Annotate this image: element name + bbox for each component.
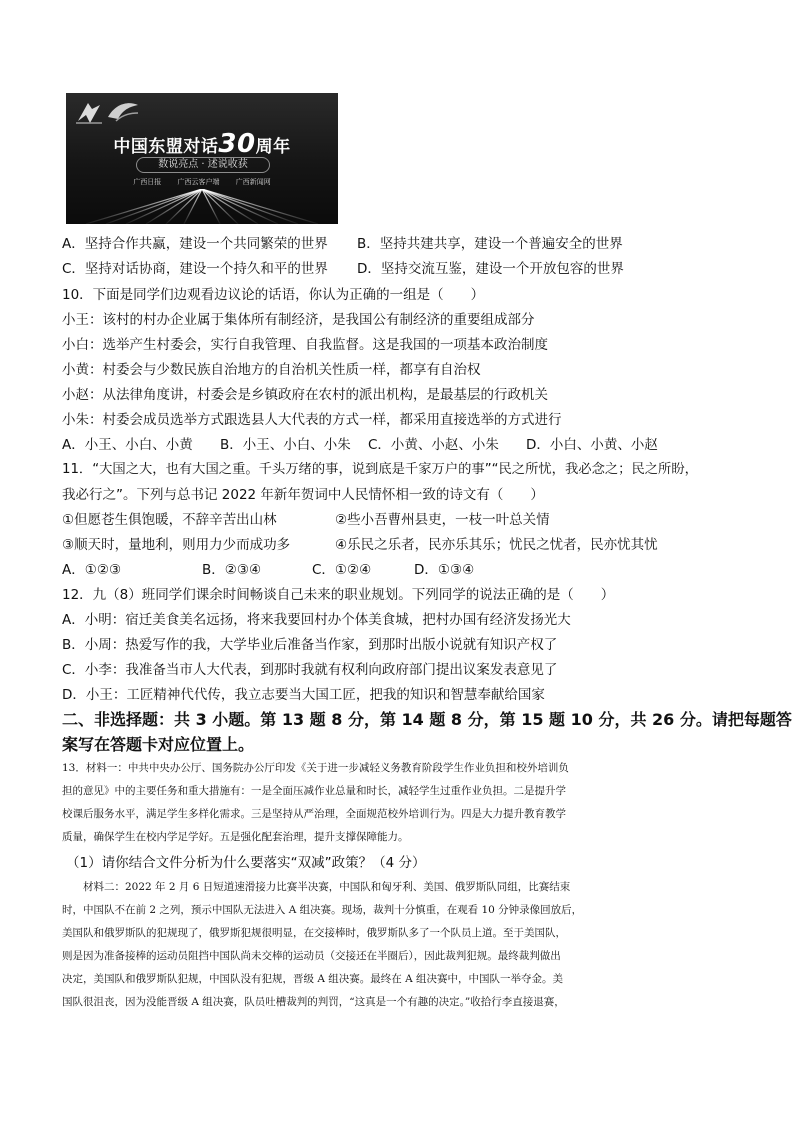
banner-footer-item: 广西新闻网 (235, 178, 271, 186)
asean-anniversary-banner (66, 93, 338, 224)
banner-footer-item: 广西云客户端 (177, 178, 220, 186)
q9-options-row-1 (62, 235, 623, 253)
bird-logo-icon (106, 99, 140, 125)
q13-material-1-line: 担的意见》中的主要任务和重大措施有：一是全面压减作业总量和时长，减轻学生过重作业负担。二是提升学 (62, 785, 566, 797)
swoosh-logo-icon (74, 99, 104, 125)
q12-option-c: C．小李：我准备当市人大代表，到那时我就有权利向政府部门提出议案发表意见了 (62, 662, 558, 678)
q11-option-d: D．①③④ (414, 562, 475, 578)
banner-footer-strip (66, 175, 338, 189)
q11-poem-2: ②些小吾曹州县吏，一枝一叶总关情 (335, 512, 550, 528)
q10-statement: 小白：选举产生村委会，实行自我管理、自我监督。这是我国的一项基本政治制度 (62, 337, 548, 353)
q13-material-2-line: 国队很沮丧，因为没能晋级 A 组决赛，队员吐槽裁判的判罚，“这真是一个有趣的决定。”收拾行李直接退赛， (62, 996, 565, 1008)
q13-material-1-line: 质量，确保学生在校内学足学好。五是强化配套治理，提升支撑保障能力。 (62, 831, 409, 843)
q12-option-d: D．小王：工匠精神代代传，我立志要当大国工匠，把我的知识和智慧奉献给国家 (62, 687, 545, 703)
q9-option-b: B．坚持共建共享，建设一个普遍安全的世界 (357, 236, 623, 252)
banner-footer-item: 广西日报 (133, 178, 162, 186)
q9-option-c: C．坚持对话协商，建设一个持久和平的世界 (62, 261, 328, 277)
q10-stem: 10．下面是同学们边观看边议论的话语，你认为正确的一组是（ ） (62, 287, 485, 303)
q9-option-a: A．坚持合作共赢，建设一个共同繁荣的世界 (62, 236, 328, 252)
q13-material-2-line: 美国队和俄罗斯队的犯规现了，俄罗斯犯规很明显，在交接棒时，俄罗斯队多了一个队员上道。至于美国队， (62, 927, 566, 939)
q11-poems-row-1 (62, 511, 550, 529)
section-2-heading-line-2: 案写在答题卡对应位置上。 (62, 735, 255, 754)
q13-material-1-line: 校课后服务水平，满足学生多样化需求。三是坚持从严治理，全面规范校外培训行为。四是大力提升教育教学 (62, 808, 566, 820)
banner-title-suffix: 周年 (255, 137, 291, 157)
q12-option-b: B．小周：热爱写作的我，大学毕业后准备当作家，到那时出版小说就有知识产权了 (62, 637, 558, 653)
section-2-heading-line-1: 二、非选择题：共 3 小题。第 13 题 8 分，第 14 题 8 分，第 15 题 10 分，共 26 分。请把每题答 (62, 710, 792, 729)
q12-option-a: A．小明：宿迁美食美名远扬，将来我要回村办个体美食城，把村办国有经济发扬光大 (62, 612, 571, 628)
q13-material-2-line: 材料二：2022 年 2 月 6 日短道速滑接力比赛半决赛，中国队和匈牙利、美国、俄罗斯队同组，比赛结束 (62, 881, 571, 893)
q11-stem-line-2: 我必行之”。下列与总书记 2022 年新年贺词中人民情怀相一致的诗文有（ ） (62, 487, 544, 503)
q10-options (62, 436, 658, 454)
q13-material-2-line: 决定，美国队和俄罗斯队犯规，中国队没有犯规，晋级 A 组决赛。最终在 A 组决赛中，中国队一举夺金。美 (62, 973, 564, 985)
light-streaks-graphic (66, 189, 338, 224)
q9-options-row-2 (62, 260, 624, 278)
q10-statement: 小王：该村的村办企业属于集体所有制经济，是我国公有制经济的重要组成部分 (62, 312, 535, 328)
q10-option-b: B．小王、小白、小朱 (220, 437, 351, 453)
q11-poem-4: ④乐民之乐者，民亦乐其乐；忧民之忧者，民亦忧其忧 (335, 537, 658, 553)
banner-title-prefix: 中国东盟对话 (113, 137, 219, 157)
banner-subtitle: 数说亮点 · 述说收获 (136, 157, 270, 173)
q10-option-a: A．小王、小白、小黄 (62, 437, 193, 453)
banner-title-number: 30 (218, 129, 256, 159)
q10-option-d: D．小白、小黄、小赵 (526, 437, 658, 453)
q11-poems-row-2 (62, 536, 658, 554)
q13-sub-question-1: （1）请你结合文件分析为什么要落实“双减”政策？（4 分） (66, 855, 426, 871)
q11-poem-3: ③顺天时，量地利，则用力少而成功多 (62, 537, 291, 553)
q11-option-c: C．①②④ (312, 562, 372, 578)
q11-option-a: A．①②③ (62, 562, 122, 578)
q10-statement: 小赵：从法律角度讲，村委会是乡镇政府在农村的派出机构，是最基层的行政机关 (62, 387, 548, 403)
q13-material-1-line: 13．材料一：中共中央办公厅、国务院办公厅印发《关于进一步减轻义务教育阶段学生作业负担和校外培训负 (62, 762, 569, 774)
q10-statement: 小黄：村委会与少数民族自治地方的自治机关性质一样，都享有自治权 (62, 362, 481, 378)
q11-stem-line-1: 11．“大国之大，也有大国之重。千头万绪的事，说到底是千家万户的事”“民之所忧，我必念之；民之所盼， (62, 462, 698, 477)
q9-option-d: D．坚持交流互鉴，建设一个开放包容的世界 (357, 261, 624, 277)
q13-material-2-line: 时，中国队不在前 2 之列，预示中国队无法进入 A 组决赛。现场，裁判十分慎重，在观看 10 分钟录像回放后， (62, 904, 583, 916)
banner-title (66, 129, 338, 159)
q11-option-b: B．②③④ (202, 562, 262, 578)
q11-options (62, 561, 474, 579)
q13-material-2-line: 则是因为准备接棒的运动员阻挡中国队尚未交棒的运动员（交接还在半圈后），因此裁判犯规。最终裁判做出 (62, 950, 561, 962)
q12-stem: 12．九（8）班同学们课余时间畅谈自己未来的职业规划。下列同学的说法正确的是（ ） (62, 587, 615, 603)
q10-option-c: C．小黄、小赵、小朱 (368, 437, 499, 453)
q11-poem-1: ①但愿苍生俱饱暖，不辞辛苦出山林 (62, 512, 277, 528)
q10-statement: 小朱：村委会成员选举方式跟选县人大代表的方式一样，都采用直接选举的方式进行 (62, 412, 562, 428)
